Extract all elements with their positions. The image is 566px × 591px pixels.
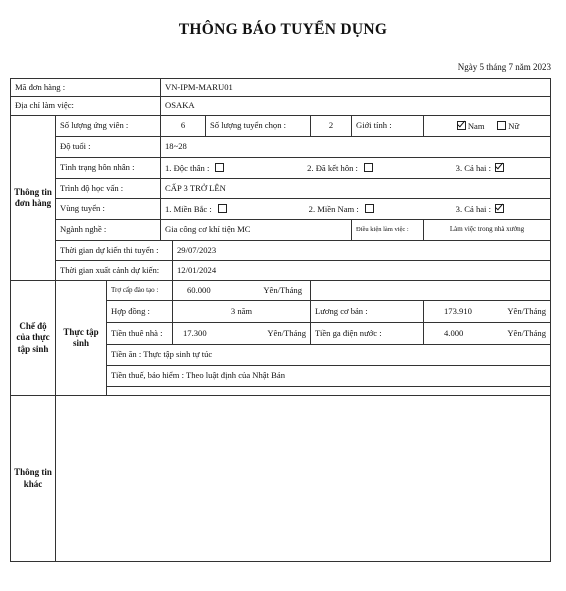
region-opt-both: 3. Cả hai : [455, 203, 491, 214]
document-date: Ngày 5 tháng 7 năm 2023 [457, 62, 551, 72]
utility-unit: Yên/Tháng [507, 327, 546, 338]
meal-text: Tiền ăn : Thực tập sinh tự túc [107, 345, 551, 366]
applicants-label: Số lượng ứng viên : [56, 116, 161, 137]
page-title: THÔNG BÁO TUYỂN DỤNG [178, 21, 388, 38]
condition-label: Điều kiện làm việc : [352, 220, 424, 241]
order-code-row [11, 79, 551, 97]
region-label: Vùng tuyển : [56, 199, 161, 220]
gender-female: Nữ [508, 120, 520, 131]
section-other-info: Thông tin khác [11, 396, 56, 562]
work-address-label: Địa chỉ làm việc: [11, 97, 161, 116]
other-info-content [56, 396, 551, 562]
salary-value-cell [424, 301, 551, 323]
salary-label: Lương cơ bản : [311, 301, 424, 323]
region-options [161, 199, 551, 220]
checkbox-empty-icon[interactable] [364, 163, 373, 172]
age-row [11, 137, 551, 158]
selected-label: Số lượng tuyển chọn : [206, 116, 311, 137]
checkbox-checked-icon[interactable] [495, 163, 504, 172]
checkbox-empty-icon[interactable] [215, 163, 224, 172]
rent-value-cell [173, 323, 311, 345]
checkbox-empty-icon[interactable] [497, 121, 506, 130]
education-value: CẤP 3 TRỞ LÊN [161, 179, 551, 199]
checkbox-empty-icon[interactable] [218, 204, 227, 213]
rent-label: Tiền thuê nhà : [107, 323, 173, 345]
depart-row [11, 261, 551, 281]
region-opt-south: 2. Miền Nam : [308, 203, 359, 214]
applicants-value: 6 [161, 116, 206, 137]
order-code-label: Mã đơn hàng : [11, 79, 161, 97]
salary-value: 173.910 [444, 305, 472, 316]
training-unit: Yên/Tháng [263, 284, 302, 295]
section-regime: Chế độ của thực tập sinh [11, 281, 56, 396]
empty-cell [311, 281, 551, 301]
training-value: 60.000 [187, 284, 211, 295]
utility-value: 4.000 [444, 327, 464, 338]
job-value: Gia công cơ khí tiện MC [161, 220, 352, 241]
gender-male: Nam [467, 120, 485, 131]
training-value-cell [173, 281, 311, 301]
age-label: Độ tuổi : [56, 137, 161, 158]
exam-value: 29/07/2023 [173, 241, 551, 261]
gender-label: Giới tính : [352, 116, 424, 137]
checkbox-empty-icon[interactable] [365, 204, 374, 213]
marital-opt-both: 3. Cả hai : [455, 162, 491, 173]
marital-options [161, 158, 551, 179]
order-code-value: VN-IPM-MARU01 [161, 79, 551, 97]
utility-value-cell [424, 323, 551, 345]
gender-options [424, 116, 551, 137]
job-label: Ngành nghề : [56, 220, 161, 241]
age-value: 18~28 [161, 137, 551, 158]
contract-value: 3 năm [173, 301, 311, 323]
rent-unit: Yên/Tháng [267, 327, 306, 338]
section-order-info: Thông tin đơn hàng [11, 116, 56, 281]
training-row [11, 281, 551, 301]
utility-label: Tiền ga điện nước : [311, 323, 424, 345]
marital-label: Tình trạng hôn nhân : [56, 158, 161, 179]
section-trainee: Thực tập sinh [56, 281, 107, 396]
other-info-row [11, 396, 551, 562]
education-label: Trình độ học vấn : [56, 179, 161, 199]
contract-label: Hợp đồng : [107, 301, 173, 323]
recruitment-table [10, 78, 551, 562]
applicants-row [11, 116, 551, 137]
checkbox-checked-icon[interactable] [457, 121, 466, 130]
work-address-row [11, 97, 551, 116]
exam-label: Thời gian dự kiến thi tuyển : [56, 241, 173, 261]
region-row [11, 199, 551, 220]
marital-row [11, 158, 551, 179]
empty-cell [107, 387, 551, 396]
exam-row [11, 241, 551, 261]
job-row [11, 220, 551, 241]
marital-opt-married: 2. Đã kết hôn : [307, 162, 358, 173]
region-opt-north: 1. Miền Bắc : [165, 203, 212, 214]
work-address-value: OSAKA [161, 97, 551, 116]
condition-value: Làm việc trong nhà xưởng [424, 220, 551, 241]
depart-value: 12/01/2024 [173, 261, 551, 281]
tax-text: Tiền thuế, bảo hiểm : Theo luật định của Nhật Bản [107, 366, 551, 387]
rent-value: 17.300 [183, 327, 207, 338]
checkbox-checked-icon[interactable] [495, 204, 504, 213]
training-label: Trợ cấp đào tạo : [107, 281, 173, 301]
marital-opt-single: 1. Độc thân : [165, 162, 210, 173]
salary-unit: Yên/Tháng [507, 305, 546, 316]
selected-value: 2 [311, 116, 352, 137]
depart-label: Thời gian xuất cảnh dự kiến: [56, 261, 173, 281]
education-row [11, 179, 551, 199]
